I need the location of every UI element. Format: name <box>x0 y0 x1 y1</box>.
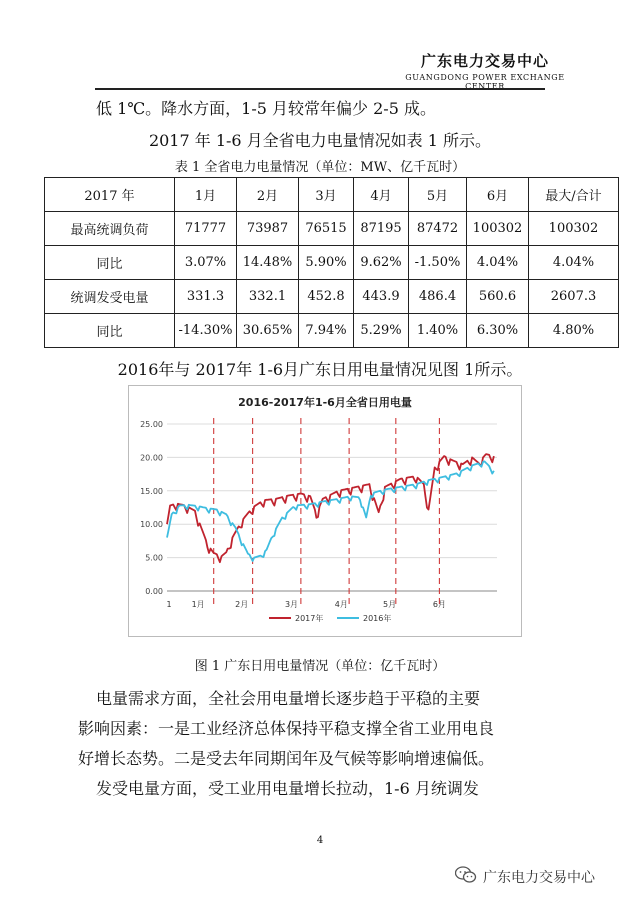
wechat-icon <box>455 866 477 888</box>
table-header-cell: 2017 年 <box>45 178 175 212</box>
table-cell: 443.9 <box>354 280 409 314</box>
table-cell: 9.62% <box>354 246 409 280</box>
table-header-cell: 1月 <box>175 178 237 212</box>
table-cell: 3.07% <box>175 246 237 280</box>
table-cell: 71777 <box>175 212 237 246</box>
table-cell: 486.4 <box>409 280 467 314</box>
watermark-text: 广东电力交易中心 <box>483 870 595 886</box>
table-cell: 332.1 <box>237 280 299 314</box>
table-cell: -14.30% <box>175 314 237 348</box>
series-line <box>167 454 494 562</box>
table-title: 表 1 全省电力电量情况（单位：MW、亿千瓦时） <box>174 160 466 175</box>
table-cell: 100302 <box>467 212 529 246</box>
daily-consumption-chart <box>129 386 521 636</box>
figure-caption: 图 1 广东日用电量情况（单位：亿千瓦时） <box>194 659 446 674</box>
table-cell: 5.29% <box>354 314 409 348</box>
power-data-table <box>44 177 619 348</box>
table-cell: 331.3 <box>175 280 237 314</box>
table-cell: 87472 <box>409 212 467 246</box>
table-cell: -1.50% <box>409 246 467 280</box>
brand-name: 广东电力交易中心 <box>420 52 549 70</box>
table-cell: 6.30% <box>467 314 529 348</box>
text-line: 影响因素：一是工业经济总体保持平稳支撑全省工业用电良 <box>78 719 495 738</box>
x-tick-label: 3月 <box>284 600 299 609</box>
x-tick-label: 4月 <box>334 600 348 609</box>
x-tick-label: 5月 <box>383 600 397 609</box>
table-cell: 14.48% <box>237 246 299 280</box>
table-cell: 7.94% <box>299 314 354 348</box>
table-cell: 100302 <box>529 212 619 246</box>
header-divider <box>95 88 545 90</box>
x-tick-label: 1 <box>166 600 172 609</box>
y-tick-label: 5.00 <box>145 553 163 563</box>
table-cell: 76515 <box>299 212 354 246</box>
y-tick-label: 20.00 <box>140 453 163 463</box>
chart-intro-line: 2016年与 2017年 1-6月广东日用电量情况见图 1所示。 <box>117 360 523 379</box>
table-header-cell: 6月 <box>467 178 529 212</box>
table-cell: 同比 <box>45 314 175 348</box>
table-header-cell: 2月 <box>237 178 299 212</box>
table-cell: 30.65% <box>237 314 299 348</box>
text-line: 好增长态势。二是受去年同期闰年及气候等影响增速偏低。 <box>78 749 495 768</box>
y-tick-label: 0.00 <box>145 587 163 596</box>
table-cell: 同比 <box>45 246 175 280</box>
table-cell: 4.04% <box>467 246 529 280</box>
chart-title: 2016-2017年1-6月全省日用电量 <box>238 396 412 409</box>
table-row <box>45 246 619 280</box>
legend-label: 2017年 <box>295 614 324 623</box>
table-cell: 4.80% <box>529 314 619 348</box>
table-cell: 统调发受电量 <box>45 280 175 314</box>
text-line: 2017 年 1-6 月全省电力电量情况如表 1 所示。 <box>148 131 492 150</box>
table-row <box>45 314 619 348</box>
table-header-cell: 4月 <box>354 178 409 212</box>
table-cell: 4.04% <box>529 246 619 280</box>
table-header-cell: 3月 <box>299 178 354 212</box>
legend-label: 2016年 <box>363 614 392 623</box>
table-cell: 5.90% <box>299 246 354 280</box>
table-cell: 87195 <box>354 212 409 246</box>
x-tick-label: 2月 <box>235 600 249 609</box>
table-cell: 最高统调负荷 <box>45 212 175 246</box>
text-line: 低 1℃。降水方面，1-5 月较常年偏少 2-5 成。 <box>96 99 436 118</box>
table-cell: 73987 <box>237 212 299 246</box>
table-cell: 2607.3 <box>529 280 619 314</box>
series-line <box>167 461 494 561</box>
x-tick-label: 6月 <box>432 600 446 609</box>
table-header-cell: 5月 <box>409 178 467 212</box>
watermark <box>455 866 595 888</box>
text-line: 发受电量方面，受工业用电量增长拉动，1-6 月统调发 <box>96 779 479 798</box>
y-tick-label: 10.00 <box>140 520 163 530</box>
table-cell: 560.6 <box>467 280 529 314</box>
page-number: 4 <box>316 835 324 846</box>
chart-container <box>128 385 522 637</box>
header-brand <box>400 50 570 91</box>
table-cell: 1.40% <box>409 314 467 348</box>
table-cell: 452.8 <box>299 280 354 314</box>
table-header-cell: 最大/合计 <box>529 178 619 212</box>
brand-english-name: GUANGDONG POWER EXCHANGE CENTER <box>405 73 565 91</box>
y-tick-label: 25.00 <box>140 420 163 429</box>
table-row <box>45 212 619 246</box>
table-header-row <box>45 178 619 212</box>
x-tick-label: 1月 <box>191 600 205 609</box>
text-line: 电量需求方面，全社会用电量增长逐步趋于平稳的主要 <box>96 689 481 708</box>
table-row <box>45 280 619 314</box>
y-tick-label: 15.00 <box>140 486 163 496</box>
